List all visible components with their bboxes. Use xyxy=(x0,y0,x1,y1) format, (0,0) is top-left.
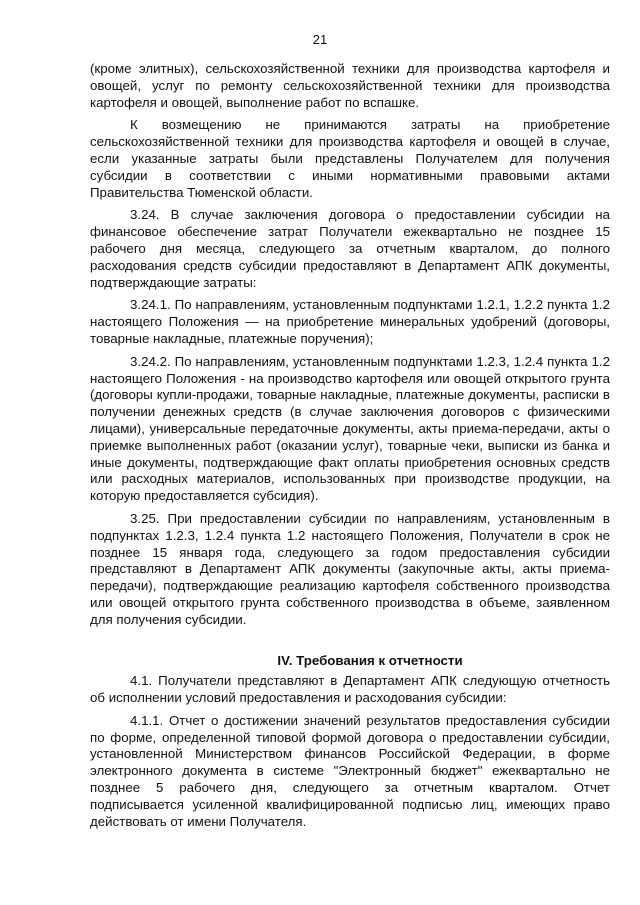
paragraph-3-24-1: 3.24.1. По направлениям, установленным подпунктами 1.2.1, 1.2.2 пункта 1.2 настоящего Положения — на приобретение минеральных удобрений (договоры, товарные накладные, платежные поручения); xyxy=(90,297,610,346)
paragraph-exclusion: К возмещению не принимаются затраты на приобретение сельскохозяйственной техники для производства картофеля и овощей в случае, если указанные затраты были представлены Получателем для получения субсидии в соответствии с иными нормативными правовыми актами Правительства Тюменской области. xyxy=(90,117,610,200)
paragraph-continuation: (кроме элитных), сельскохозяйственной техники для производства картофеля и овощей, услуг по ремонту сельскохозяйственной техники для производства картофеля и овощей, выполнение работ по вспашке. xyxy=(90,61,610,110)
section-heading: IV. Требования к отчетности xyxy=(277,652,463,668)
paragraph-3-24-2: 3.24.2. По направлениям, установленным подпунктами 1.2.3, 1.2.4 пункта 1.2 настоящего Положения - на производство картофеля или овощей открытого грунта (договоры купли-продажи, товарные накладные, платежные документы, расписки в получении денежных средств (в случае заключения договоров с физическими лицами), универсальные передаточные документы, акты приема-передачи, акты о приемке выполненных работ (оказании услуг), товарные чеки, выписки из банка и иные документы, подтверждающие факт оплаты приобретения основных средств или расходных материалов, использованных при производстве продукции, на которую предоставляется субсидия). xyxy=(90,353,610,504)
paragraph-4-1-1: 4.1.1. Отчет о достижении значений результатов предоставления субсидии по форме, определенной типовой формой договора о предоставлении субсидии, установленной Министерством финансов Российской Федерации, в форме электронного документа в системе "Электронный бюджет" ежеквартально не позднее 5 рабочего дня, следующего за отчетным кварталом. Отчет подписывается усиленной квалифицированной подписью лиц, имеющих право действовать от имени Получателя. xyxy=(90,712,610,829)
paragraph-3-24: 3.24. В случае заключения договора о предоставлении субсидии на финансовое обеспечение затрат Получатели ежеквартально не позднее 15 рабочего дня месяца, следующего за отчетным кварталом, до полного расходования средств субсидии предоставляют в Департамент АПК документы, подтверждающие затраты: xyxy=(90,207,610,290)
paragraph-4-1: 4.1. Получатели представляют в Департамент АПК следующую отчетность об исполнении условий предоставления и расходования субсидии: xyxy=(90,673,610,706)
document-body xyxy=(90,61,610,836)
page-number: 21 xyxy=(312,32,328,47)
paragraph-3-25: 3.25. При предоставлении субсидии по направлениям, установленным в подпунктах 1.2.3, 1.2.4 пункта 1.2 настоящего Положения, Получатели в срок не позднее 15 января года, следующего за годом предоставления субсидии представляют в Департамент АПК документы (закупочные акты, акты приема-передачи), подтверждающие реализацию картофеля собственного производства или овощей открытого грунта собственного производства в объеме, заявленном для получения субсидии. xyxy=(90,510,610,627)
